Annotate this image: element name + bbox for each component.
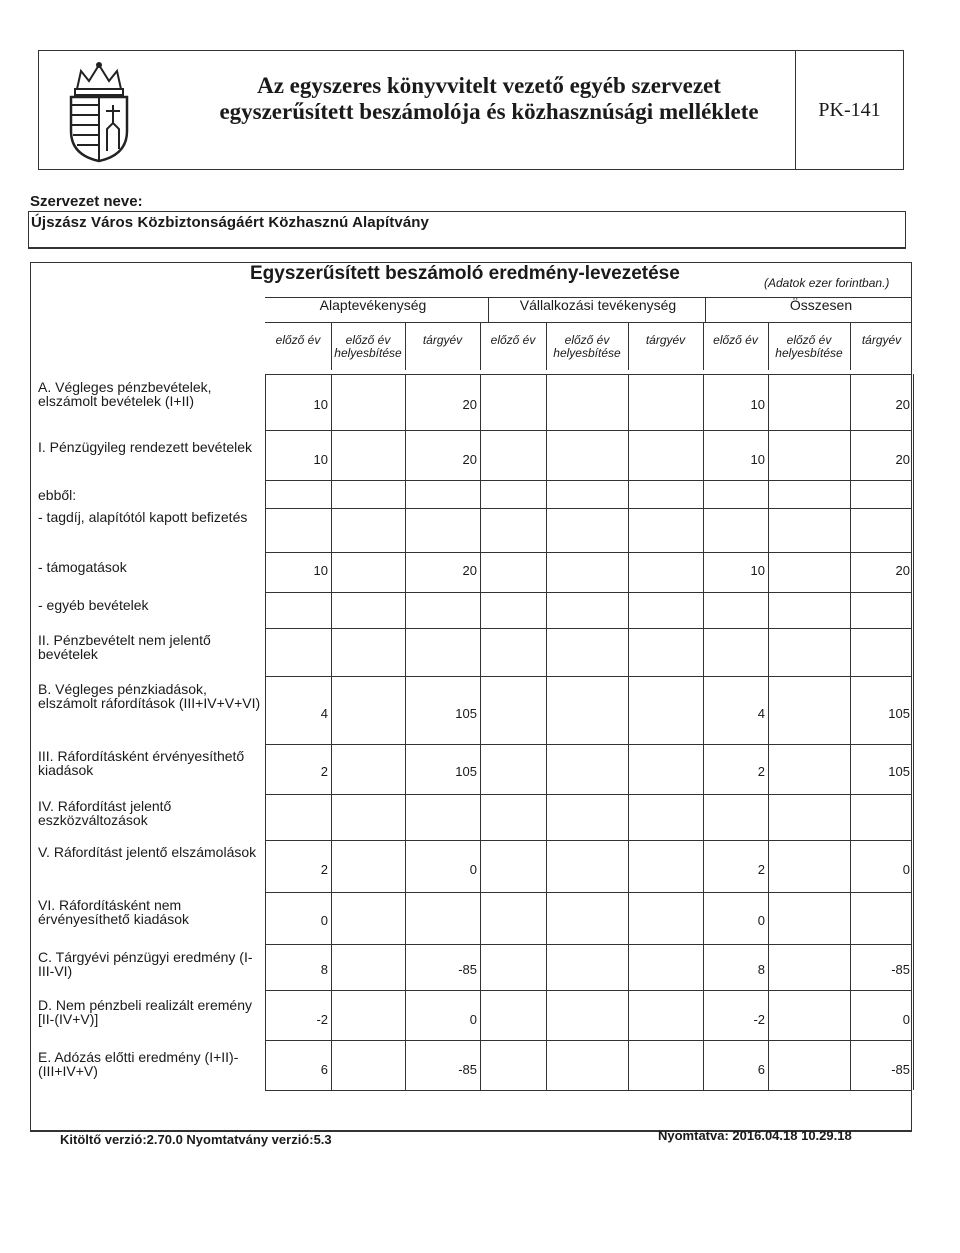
column-header-divider — [331, 322, 332, 370]
row-rule — [265, 944, 912, 945]
row-label: - tagdíj, alapítótól kapott befizetés — [38, 509, 248, 525]
form-header — [38, 50, 904, 170]
table-cell-value: 2 — [320, 764, 328, 779]
table-cell-value: 105 — [888, 764, 910, 779]
cell-divider — [628, 676, 629, 744]
cell-divider — [405, 892, 406, 944]
cell-divider — [480, 744, 481, 794]
organization-name: Újszász Város Közbiztonságáért Közhasznú Alapítvány — [31, 214, 429, 231]
title-line-1: Az egyszeres könyvvitelt vezető egyéb szervezet — [257, 73, 721, 98]
cell-divider — [331, 1040, 332, 1090]
statement-title: Egyszerűsített beszámoló eredmény-levezetése — [250, 263, 680, 284]
cell-divider — [331, 676, 332, 744]
cell-divider — [480, 794, 481, 840]
table-cell-value: 10 — [750, 397, 765, 412]
column-header: előző év — [490, 333, 536, 347]
cell-divider — [913, 840, 914, 892]
version-info: Kitöltő verzió:2.70.0 Nyomtatvány verzió:5.3 — [60, 1132, 332, 1147]
cell-divider — [331, 892, 332, 944]
form-title — [164, 73, 814, 125]
row-rule — [265, 744, 912, 745]
cell-divider — [331, 480, 332, 508]
cell-divider — [913, 1040, 914, 1090]
column-header: előző év — [713, 333, 758, 347]
cell-divider — [850, 480, 851, 508]
cell-divider — [480, 480, 481, 508]
cell-divider — [546, 892, 547, 944]
row-label: VI. Ráfordításként nem érvényesíthető kiadások — [38, 897, 189, 927]
cell-divider — [768, 508, 769, 552]
row-label: IV. Ráfordítást jelentő eszközváltozások — [38, 798, 172, 828]
table-cell-value: 8 — [757, 962, 765, 977]
hungarian-coat-of-arms-icon — [49, 59, 149, 163]
cell-divider — [768, 430, 769, 480]
table-cell-value: 4 — [757, 706, 765, 721]
row-rule — [265, 1040, 912, 1041]
row-label: I. Pénzügyileg rendezett bevételek — [38, 439, 253, 455]
cell-divider — [331, 794, 332, 840]
cell-divider — [913, 480, 914, 508]
cell-divider — [480, 552, 481, 592]
cell-divider — [480, 592, 481, 628]
column-header-rule — [265, 322, 912, 323]
cell-divider — [913, 374, 914, 430]
cell-divider — [628, 592, 629, 628]
cell-divider — [331, 990, 332, 1040]
table-cell-value: 8 — [320, 962, 328, 977]
row-label: II. Pénzbevételt nem jelentő bevételek — [38, 632, 211, 662]
cell-divider — [546, 430, 547, 480]
cell-divider — [546, 508, 547, 552]
cell-divider — [546, 794, 547, 840]
table-cell-value: -85 — [891, 1062, 910, 1077]
column-header: tárgyév — [645, 333, 686, 347]
cell-divider — [480, 840, 481, 892]
cell-divider — [480, 1040, 481, 1090]
cell-divider — [331, 840, 332, 892]
cell-divider — [768, 1040, 769, 1090]
row-label: E. Adózás előtti eredmény (I+II)-(III+IV+V) — [38, 1049, 239, 1079]
cell-divider — [768, 480, 769, 508]
cell-divider — [913, 892, 914, 944]
cell-divider — [768, 990, 769, 1040]
cell-divider — [768, 944, 769, 990]
cell-divider — [913, 508, 914, 552]
row-label: ebből: — [38, 487, 77, 503]
table-cell-value: 20 — [462, 452, 477, 467]
cell-divider — [546, 744, 547, 794]
column-header-divider — [703, 322, 704, 370]
table-cell-value: 20 — [895, 563, 910, 578]
print-timestamp: Nyomtatva: 2016.04.18 10.29.18 — [658, 1128, 852, 1143]
cell-divider — [546, 628, 547, 676]
row-rule — [265, 840, 912, 841]
row-rule — [265, 552, 912, 553]
row-label: III. Ráfordításként érvényesíthető kiadások — [38, 748, 245, 778]
table-cell-value: 105 — [455, 706, 477, 721]
cell-divider — [480, 944, 481, 990]
cell-divider — [628, 628, 629, 676]
cell-divider — [546, 480, 547, 508]
column-header-divider — [546, 322, 547, 370]
row-label: B. Végleges pénzkiadások, elszámolt ráfordítások (III+IV+V+VI) — [38, 681, 261, 711]
row-label: - támogatások — [38, 559, 127, 575]
cell-divider — [480, 676, 481, 744]
row-rule — [265, 430, 912, 431]
column-header-divider — [850, 322, 851, 370]
table-cell-value: 0 — [902, 1012, 910, 1027]
row-rule — [265, 1090, 912, 1091]
cell-divider — [480, 892, 481, 944]
table-cell-value: 2 — [757, 764, 765, 779]
organization-label: Szervezet neve: — [30, 193, 143, 210]
cell-divider — [913, 676, 914, 744]
cell-divider — [546, 592, 547, 628]
table-cell-value: 0 — [469, 1012, 477, 1027]
column-header: előző év — [275, 333, 321, 347]
cell-divider — [703, 480, 704, 508]
cell-divider — [850, 628, 851, 676]
cell-divider — [913, 628, 914, 676]
column-header: előző év helyesbítése — [334, 333, 402, 360]
cell-divider — [628, 480, 629, 508]
cell-divider — [628, 990, 629, 1040]
cell-divider — [546, 374, 547, 430]
cell-divider — [628, 430, 629, 480]
table-cell-value: -2 — [753, 1012, 765, 1027]
column-header-divider — [628, 322, 629, 370]
cell-divider — [913, 794, 914, 840]
row-label: A. Végleges pénzbevételek, elszámolt bevételek (I+II) — [38, 379, 212, 409]
table-cell-value: 10 — [750, 452, 765, 467]
cell-divider — [768, 744, 769, 794]
cell-divider — [628, 794, 629, 840]
cell-divider — [768, 676, 769, 744]
column-header-divider — [480, 322, 481, 370]
cell-divider — [480, 990, 481, 1040]
table-cell-value: 0 — [469, 862, 477, 877]
column-header: előző év helyesbítése — [775, 333, 843, 360]
table-cell-value: 0 — [902, 862, 910, 877]
column-header: előző év helyesbítése — [553, 333, 621, 360]
cell-divider — [850, 892, 851, 944]
row-rule — [265, 794, 912, 795]
table-cell-value: 105 — [455, 764, 477, 779]
cell-divider — [546, 944, 547, 990]
cell-divider — [331, 592, 332, 628]
group-header: Összesen — [789, 297, 853, 313]
column-header: tárgyév — [422, 333, 463, 347]
row-rule — [265, 592, 912, 593]
cell-divider — [405, 592, 406, 628]
cell-divider — [768, 374, 769, 430]
cell-divider — [768, 794, 769, 840]
cell-divider — [913, 990, 914, 1040]
cell-divider — [628, 1040, 629, 1090]
cell-divider — [480, 374, 481, 430]
row-label: D. Nem pénzbeli realizált eremény [II-(IV+V)] — [38, 997, 252, 1027]
group-header: Vállalkozási tevékenység — [519, 297, 677, 313]
cell-divider — [628, 892, 629, 944]
cell-divider — [703, 592, 704, 628]
column-header-divider — [768, 322, 769, 370]
table-cell-value: 2 — [757, 862, 765, 877]
table-cell-value: 10 — [750, 563, 765, 578]
row-rule — [265, 990, 912, 991]
table-cell-value: 0 — [757, 913, 765, 928]
table-cell-value: 105 — [888, 706, 910, 721]
cell-divider — [628, 552, 629, 592]
table-cell-value: 20 — [895, 452, 910, 467]
cell-divider — [913, 744, 914, 794]
cell-divider — [628, 744, 629, 794]
cell-divider — [480, 430, 481, 480]
row-rule — [265, 508, 912, 509]
cell-divider — [331, 944, 332, 990]
row-label: C. Tárgyévi pénzügyi eredmény (I-III-VI) — [38, 949, 253, 979]
cell-divider — [405, 480, 406, 508]
cell-divider — [546, 676, 547, 744]
cell-divider — [546, 1040, 547, 1090]
cell-divider — [331, 744, 332, 794]
title-line-2: egyszerűsített beszámolója és közhasznúsági melléklete — [219, 99, 759, 124]
column-header: tárgyév — [861, 333, 902, 347]
cell-divider — [913, 944, 914, 990]
table-cell-value: 10 — [313, 397, 328, 412]
cell-divider — [405, 508, 406, 552]
form-code: PK-141 — [795, 51, 903, 169]
table-cell-value: -85 — [458, 962, 477, 977]
cell-divider — [331, 430, 332, 480]
group-header: Alaptevékenység — [319, 297, 427, 313]
cell-divider — [913, 592, 914, 628]
row-rule — [265, 480, 912, 481]
table-cell-value: 2 — [320, 862, 328, 877]
table-cell-value: -85 — [458, 1062, 477, 1077]
cell-divider — [913, 552, 914, 592]
cell-divider — [546, 990, 547, 1040]
cell-divider — [768, 552, 769, 592]
cell-divider — [768, 592, 769, 628]
row-rule — [265, 374, 912, 375]
row-rule — [265, 892, 912, 893]
cell-divider — [546, 840, 547, 892]
cell-divider — [546, 552, 547, 592]
cell-divider — [913, 430, 914, 480]
cell-divider — [331, 552, 332, 592]
table-cell-value: 4 — [320, 706, 328, 721]
table-cell-value: 10 — [313, 452, 328, 467]
table-cell-value: 6 — [757, 1062, 765, 1077]
cell-divider — [628, 374, 629, 430]
cell-divider — [768, 892, 769, 944]
table-cell-value: 0 — [320, 913, 328, 928]
row-rule — [265, 628, 912, 629]
cell-divider — [703, 508, 704, 552]
cell-divider — [628, 508, 629, 552]
cell-divider — [703, 794, 704, 840]
table-cell-value: 20 — [895, 397, 910, 412]
cell-divider — [768, 840, 769, 892]
cell-divider — [405, 628, 406, 676]
cell-divider — [850, 508, 851, 552]
cell-divider — [850, 794, 851, 840]
cell-divider — [480, 628, 481, 676]
cell-divider — [628, 840, 629, 892]
cell-divider — [331, 628, 332, 676]
organization-name-box — [28, 211, 906, 249]
table-cell-value: 20 — [462, 563, 477, 578]
table-cell-value: 10 — [313, 563, 328, 578]
row-label: - egyéb bevételek — [38, 597, 149, 613]
cell-divider — [850, 592, 851, 628]
cell-divider — [768, 628, 769, 676]
cell-divider — [480, 508, 481, 552]
row-label: V. Ráfordítást jelentő elszámolások — [38, 844, 257, 860]
cell-divider — [628, 944, 629, 990]
column-header-divider — [405, 322, 406, 370]
unit-note: (Adatok ezer forintban.) — [764, 276, 890, 290]
table-cell-value: 20 — [462, 397, 477, 412]
cell-divider — [405, 794, 406, 840]
row-rule — [265, 676, 912, 677]
cell-divider — [331, 508, 332, 552]
table-cell-value: -85 — [891, 962, 910, 977]
cell-divider — [703, 628, 704, 676]
table-cell-value: 6 — [320, 1062, 328, 1077]
table-cell-value: -2 — [316, 1012, 328, 1027]
cell-divider — [331, 374, 332, 430]
